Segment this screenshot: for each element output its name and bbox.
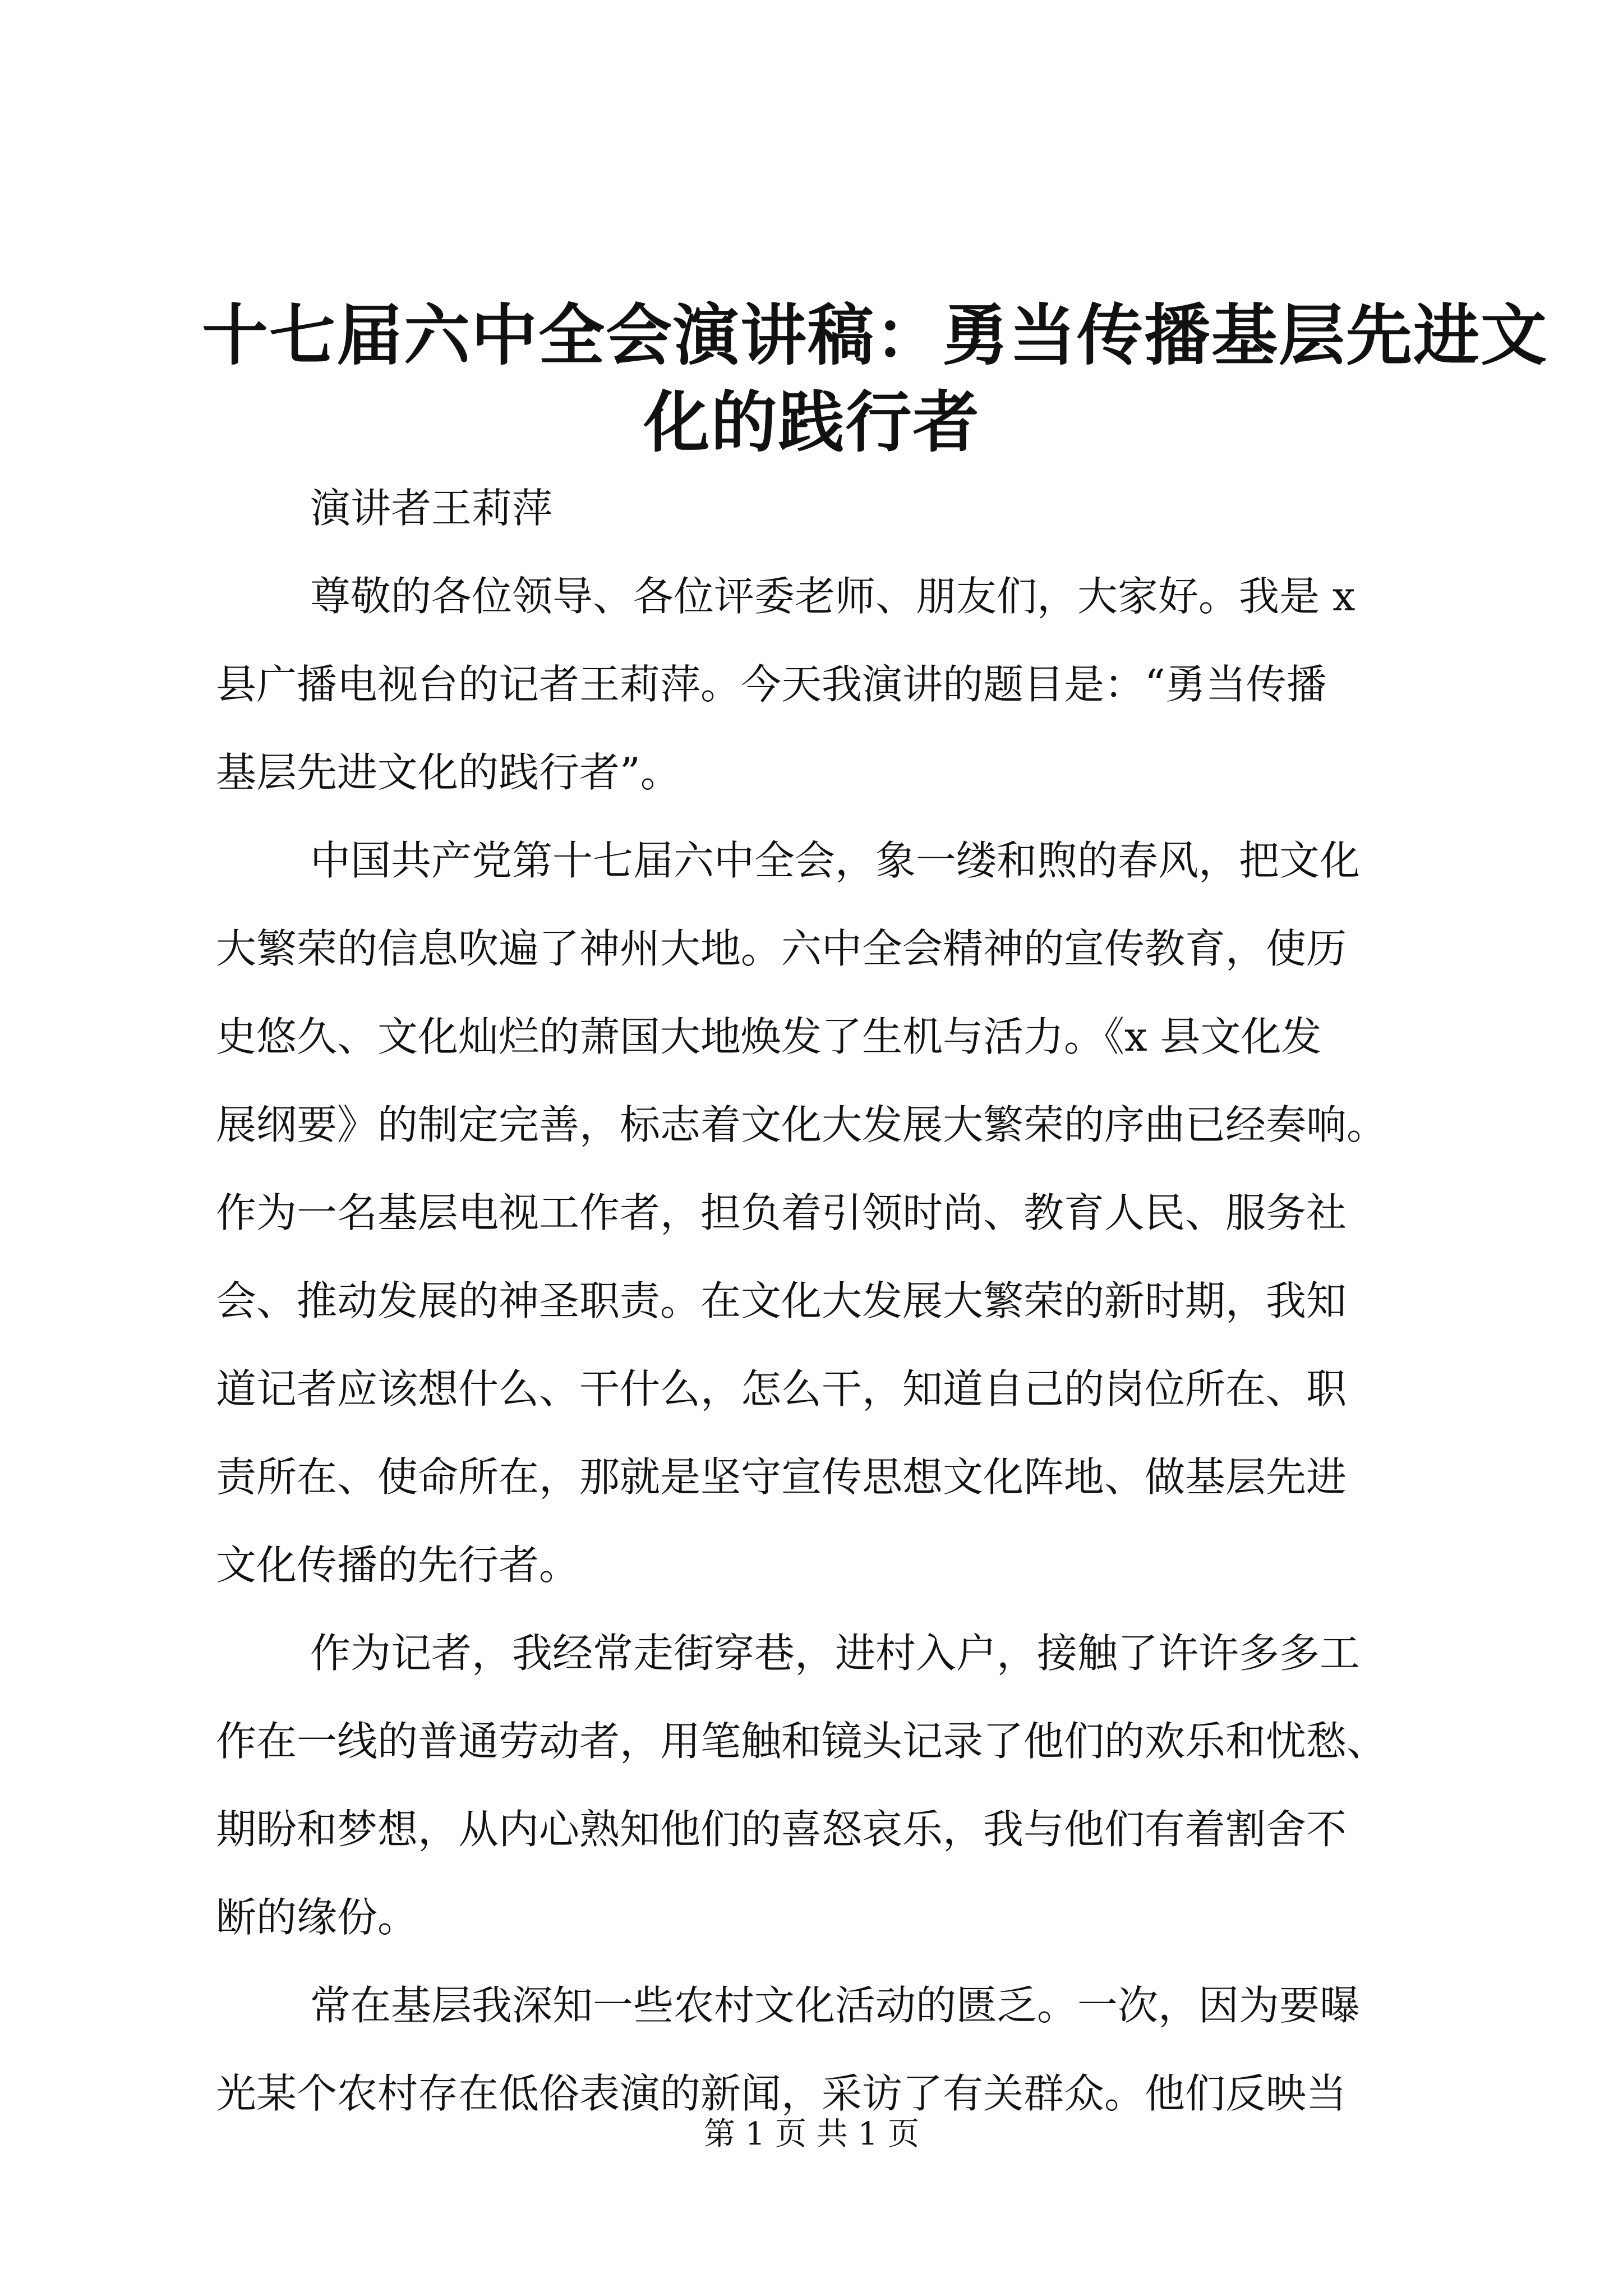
text-line: 断的缘份。 — [216, 1894, 418, 1941]
text-line: 光某个农村存在低俗表演的新闻，采访了有关群众。他们反映当 — [216, 2070, 1347, 2117]
page-footer: 第 1 页 共 1 页 — [703, 2116, 920, 2152]
text-line: 展纲要》的制定完善，标志着文化大发展大繁荣的序曲已经奏响。 — [216, 1101, 1387, 1148]
text-line: 演讲者王莉萍 — [310, 485, 553, 532]
document-title — [202, 292, 1548, 466]
body-paragraph — [216, 1962, 1422, 2138]
text-line: 期盼和梦想，从内心熟知他们的喜怒哀乐，我与他们有着割舍不 — [216, 1806, 1347, 1853]
text-line: 尊敬的各位领导、各位评委老师、朋友们，大家好。我是 x — [310, 573, 1355, 620]
text-line: 基层先进文化的践行者”。 — [216, 749, 681, 796]
body-paragraph — [216, 817, 1422, 1609]
text-line: 道记者应该想什么、干什么，怎么干，知道自己的岗位所在、职 — [216, 1365, 1347, 1412]
body-paragraph — [216, 1609, 1422, 1962]
text-line: 作为记者，我经常走街穿巷，进村入户，接触了许许多多工 — [310, 1630, 1361, 1677]
title-line: 十七届六中全会演讲稿：勇当传播基层先进文 — [202, 296, 1548, 374]
greeting-paragraph — [216, 553, 1422, 817]
text-line: 文化传播的先行者。 — [216, 1542, 580, 1589]
text-line: 中国共产党第十七届六中全会，象一缕和煦的春风，把文化 — [310, 837, 1361, 884]
document-body — [216, 464, 1422, 2138]
text-line: 作在一线的普通劳动者，用笔触和镜头记录了他们的欢乐和忧愁、 — [216, 1718, 1387, 1765]
text-line: 常在基层我深知一些农村文化活动的匮乏。一次，因为要曝 — [310, 1982, 1361, 2029]
text-line: 责所在、使命所在，那就是坚守宣传思想文化阵地、做基层先进 — [216, 1453, 1347, 1501]
text-line: 会、推动发展的神圣职责。在文化大发展大繁荣的新时期，我知 — [216, 1277, 1347, 1324]
text-line: 县广播电视台的记者王莉萍。今天我演讲的题目是：“勇当传播 — [216, 661, 1327, 708]
text-line: 史悠久、文化灿烂的萧国大地焕发了生机与活力。《x 县文化发 — [216, 1013, 1322, 1060]
speaker-line — [216, 464, 1422, 553]
text-line: 作为一名基层电视工作者，担负着引领时尚、教育人民、服务社 — [216, 1189, 1347, 1236]
text-line: 大繁荣的信息吹遍了神州大地。六中全会精神的宣传教育，使历 — [216, 925, 1347, 972]
title-line: 化的践行者 — [643, 383, 980, 461]
